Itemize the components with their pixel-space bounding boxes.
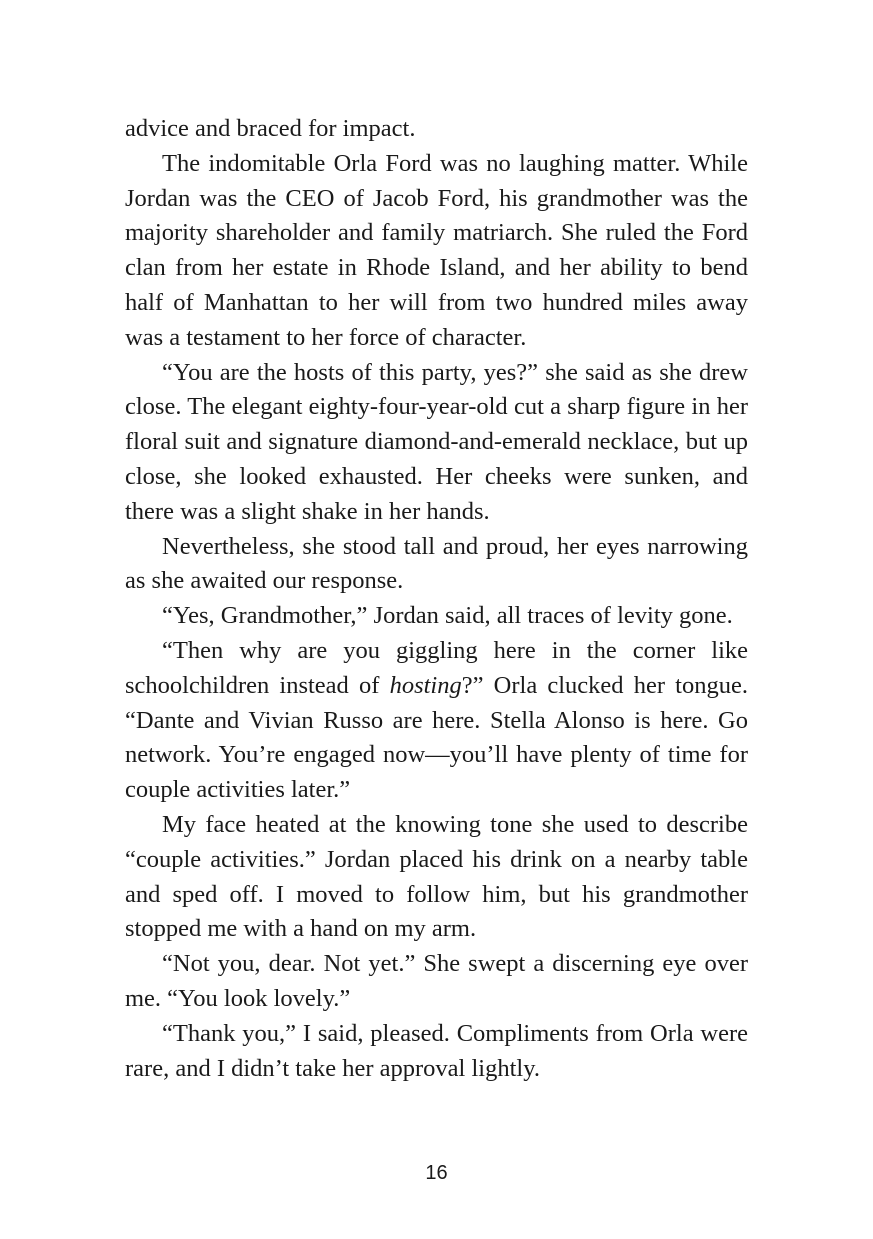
paragraph-text: “You are the hosts of this party, yes?” she said as she drew close. The elegant eighty-four-year-old cut a sharp figure in her floral suit and signature diamond-and-emerald necklace, but up close, she looked exhausted. Her cheeks were sunken, and there was a slight shake in her hands. <box>125 358 748 525</box>
paragraph-text: My face heated at the knowing tone she used to describe “couple activities.” Jordan placed his drink on a nearby table and sped off. I moved to follow him, but his grandmother stopped me with a hand on my arm. <box>125 810 748 943</box>
paragraph <box>125 808 748 947</box>
paragraph-text: “Not you, dear. Not yet.” She swept a discerning eye over me. “You look lovely.” <box>125 950 748 1012</box>
paragraph-text: ?” Orla clucked her tongue. “Dante and Vivian Russo are here. Stella Alonso is here. Go network. You’re engaged now—you’ll have plenty of time for couple activities later.” <box>125 671 748 804</box>
paragraph <box>125 1017 748 1087</box>
paragraph-text: “Then why are you giggling here in the corner like schoolchildren instead of <box>125 636 748 699</box>
page-number: 16 <box>425 1162 448 1184</box>
paragraph <box>125 599 748 634</box>
paragraph <box>125 947 748 1017</box>
body-text <box>125 112 748 1086</box>
paragraph-text: “Yes, Grandmother,” Jordan said, all traces of levity gone. <box>162 602 733 630</box>
paragraph <box>125 147 748 356</box>
paragraph <box>125 530 748 600</box>
paragraph <box>125 356 748 530</box>
paragraph-text: Nevertheless, she stood tall and proud, her eyes narrowing as she awaited our response. <box>125 532 748 595</box>
paragraph-text: advice and braced for impact. <box>125 115 416 142</box>
paragraph-text: The indomitable Orla Ford was no laughing matter. While Jordan was the CEO of Jacob Ford, his grandmother was the majority shareholder and family matriarch. She ruled the Ford clan from her estate in Rhode Island, and her ability to bend half of Manhattan to her will from two hundred miles away was a testament to her force of character. <box>125 149 748 351</box>
paragraph <box>125 112 748 147</box>
paragraph-text: “Thank you,” I said, pleased. Compliments from Orla were rare, and I didn’t take her approval lightly. <box>125 1019 748 1082</box>
paragraph <box>125 634 748 808</box>
emphasis-text: hosting <box>389 671 462 699</box>
